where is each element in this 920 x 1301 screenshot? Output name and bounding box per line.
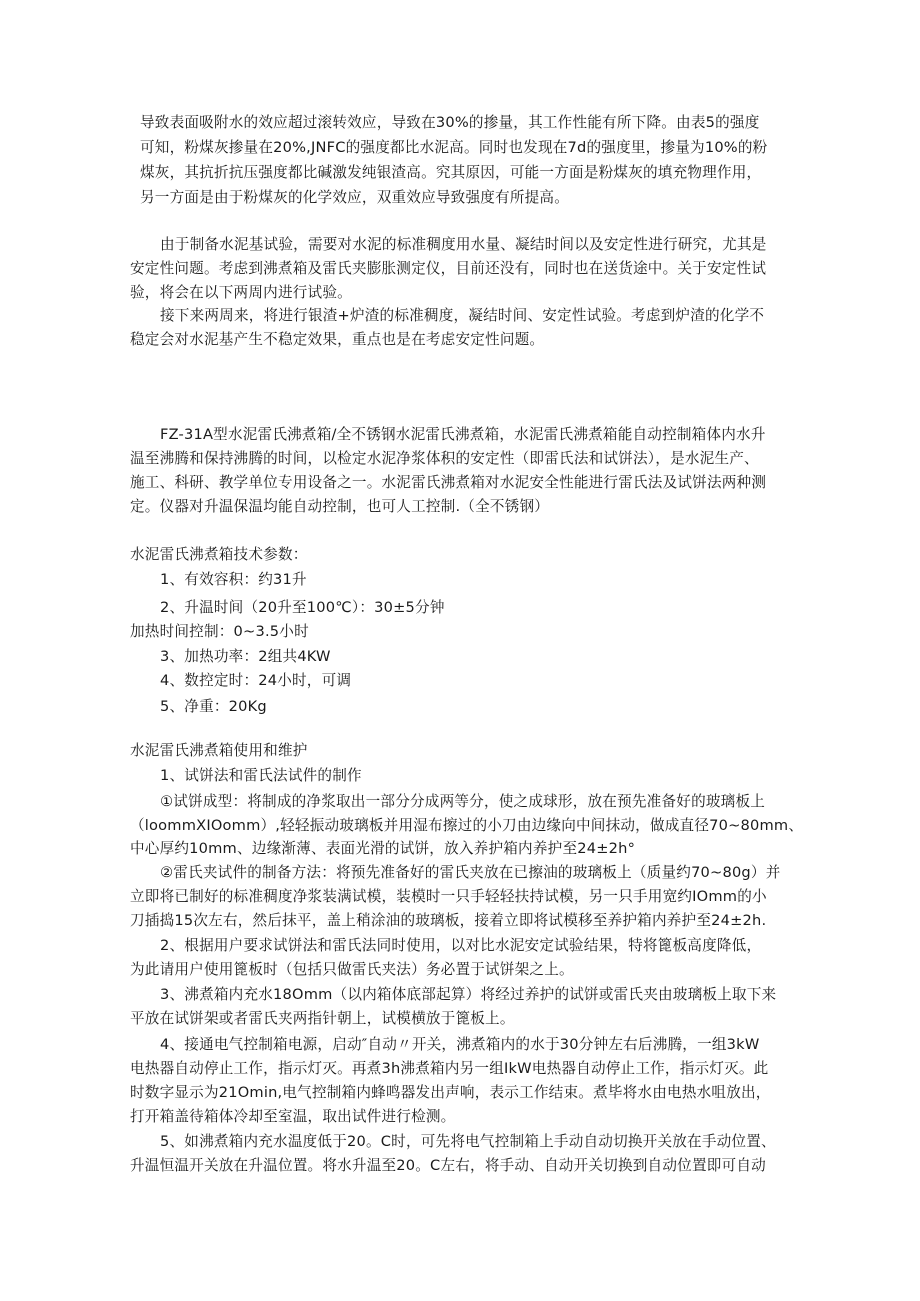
- text-line: 验，将会在以下两周内进行试验。: [130, 284, 352, 301]
- text-line: 煤灰，其抗折抗压强度都比碱激发纯银渣高。究其原因，可能一方面是粉煤灰的填充物理作用，: [140, 164, 762, 181]
- text-line: 立即将已制好的标准稠度净浆装满试模，装模时一只手轻轻扶持试模，另一只手用宽约IOmm的小: [130, 888, 767, 905]
- text-line: 升温恒温开关放在升温位置。将水升温至20。C左右，将手动、自动开关切换到自动位置即可自动: [130, 1157, 766, 1174]
- text-line: （loommXIOomm）,轻轻振动玻璃板并用湿布擦过的小刀由边缘向中间抹动，做成直径70~80mm、: [130, 817, 804, 834]
- text-line: 稳定会对水泥基产生不稳定效果，重点也是在考虑安定性问题。: [130, 331, 545, 348]
- text-line: ②雷氏夹试件的制备方法：将预先准备好的雷氏夹放在已擦油的玻璃板上（质量约70~80g）并: [160, 864, 781, 881]
- param-item: 加热时间控制：0~3.5小时: [130, 623, 309, 640]
- text-line: ①试饼成型：将制成的净浆取出一部分分成两等分，使之成球形，放在预先准备好的玻璃板上: [160, 793, 766, 810]
- section-heading: 水泥雷氏沸煮箱技术参数：: [130, 546, 308, 563]
- section-heading: 水泥雷氏沸煮箱使用和维护: [130, 742, 308, 759]
- text-line: 5、如沸煮箱内充水温度低于20。C时，可先将电气控制箱上手动自动切换开关放在手动位置、: [160, 1133, 776, 1150]
- text-line: 导致表面吸附水的效应超过滚转效应，导致在30%的掺量，其工作性能有所下降。由表5的强度: [140, 114, 760, 131]
- param-item: 2、升温时间（20升至100℃）：30±5分钟: [160, 599, 445, 616]
- text-line: 3、沸煮箱内充水18Omm（以内箱体底部起算）将经过养护的试饼或雷氏夹由玻璃板上取下来: [160, 986, 777, 1003]
- text-line: 可知，粉煤灰掺量在20%,JNFC的强度都比水泥高。同时也发现在7d的强度里，掺量为10%的粉: [140, 139, 768, 156]
- text-line: 接下来两周来，将进行银渣+炉渣的标准稠度，凝结时间、安定性试验。考虑到炉渣的化学不: [160, 307, 765, 324]
- text-line: 刀插捣15次左右，然后抹平，盖上稍涂油的玻璃板，接着立即将试模移至养护箱内养护至24±2h.: [130, 912, 767, 929]
- text-line: 温至沸腾和保持沸腾的时间，以检定水泥净浆体积的安定性（即雷氏法和试饼法），是水泥生产、: [130, 450, 759, 467]
- text-line: 施工、科研、教学单位专用设备之一。水泥雷氏沸煮箱对水泥安全性能进行雷氏法及试饼法两种测: [130, 474, 767, 491]
- text-line: FZ-31A型水泥雷氏沸煮箱/全不锈钢水泥雷氏沸煮箱，水泥雷氏沸煮箱能自动控制箱体内水升: [160, 426, 766, 443]
- text-line: 平放在试饼架或者雷氏夹两指针朝上，试模横放于篦板上。: [130, 1010, 515, 1027]
- param-item: 4、数控定时：24小时，可调: [160, 672, 352, 689]
- param-item: 3、加热功率：2组共4KW: [160, 648, 331, 665]
- usage-item: 1、试饼法和雷氏法试件的制作: [160, 767, 362, 784]
- text-line: 定。仪器对升温保温均能自动控制，也可人工控制.（全不锈钢）: [130, 498, 550, 515]
- param-item: 1、有效容积：约31升: [160, 571, 307, 588]
- text-line: 安定性问题。考虑到沸煮箱及雷氏夹膨胀测定仪，目前还没有，同时也在送货途中。关于安定性试: [130, 260, 767, 277]
- text-line: 时数字显示为21Omin,电气控制箱内蜂鸣器发出声响，表示工作结束。煮毕将水由电热水咀放出，: [130, 1084, 771, 1101]
- text-line: 中心厚约10mm、边缘渐薄、表面光滑的试饼，放入养护箱内养护至24±2h°: [130, 840, 636, 857]
- text-line: 4、接通电气控制箱电源，启动″自动〃开关，沸煮箱内的水于30分钟左右后沸腾，一组3kW: [160, 1036, 760, 1053]
- text-line: 打开箱盖待箱体冷却至室温，取出试件进行检测。: [130, 1108, 456, 1125]
- param-item: 5、净重：20Kg: [160, 698, 267, 715]
- text-line: 2、根据用户要求试饼法和雷氏法同时使用，以对比水泥安定试验结果，特将篦板高度降低，: [160, 937, 762, 954]
- text-line: 为此请用户使用篦板时（包括只做雷氏夹法）务必置于试饼架之上。: [130, 961, 574, 978]
- text-line: 电热器自动停止工作，指示灯灭。再煮3h沸煮箱内另一组IkW电热器自动停止工作，指示灯灭。此: [130, 1060, 769, 1077]
- text-line: 由于制备水泥基试验，需要对水泥的标准稠度用水量、凝结时间以及安定性进行研究，尤其是: [160, 236, 767, 253]
- text-line: 另一方面是由于粉煤灰的化学效应，双重效应导致强度有所提高。: [140, 189, 570, 206]
